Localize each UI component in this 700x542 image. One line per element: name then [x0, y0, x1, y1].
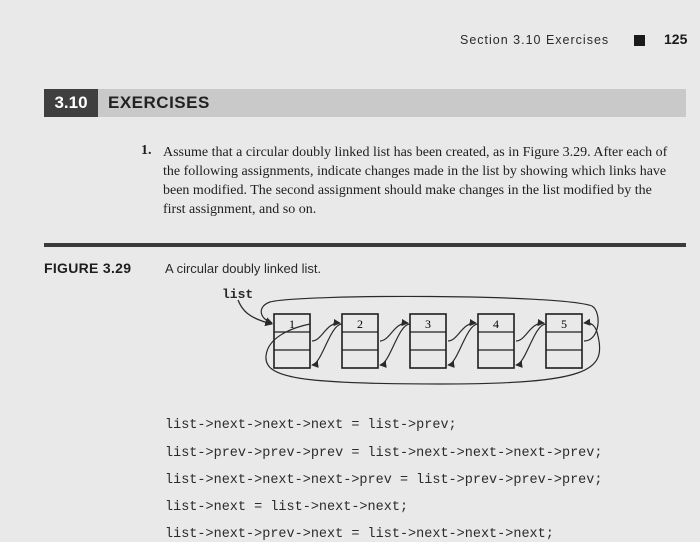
running-head: Section 3.10 Exercises: [460, 33, 610, 47]
node-2-value: 2: [357, 317, 363, 331]
code-line-2: list->prev->prev->prev = list->next->next->next->prev;: [165, 446, 603, 461]
code-line-4: list->next = list->next->next;: [165, 500, 409, 515]
linked-list-diagram: [0, 280, 700, 390]
exercise-text: Assume that a circular doubly linked list has been created, as in Figure 3.29. After each of the following assignments, indicate changes made in the list by showing which links have been modified. The second assignment should make changes in the list modified by the first assignment, and so on.: [163, 145, 668, 217]
code-line-1: list->next->next->next = list->prev;: [165, 418, 457, 433]
node-5: [546, 314, 582, 368]
node-4-value: 4: [493, 317, 499, 331]
node-2: [342, 314, 378, 368]
node-4: [478, 314, 514, 368]
figure-label: FIGURE 3.29: [44, 260, 132, 276]
running-head-square: [634, 35, 645, 46]
node-1-value: 1: [289, 317, 295, 331]
node-5-value: 5: [561, 317, 567, 331]
section-number: 3.10: [44, 89, 98, 117]
exercise-number: 1.: [141, 143, 152, 158]
list-pointer-label: list: [222, 287, 254, 302]
figure-caption: A circular doubly linked list.: [165, 261, 322, 276]
code-line-5: list->next->prev->next = list->next->next->next;: [165, 527, 554, 542]
page-number: 125: [664, 31, 688, 47]
figure-rule: [44, 243, 686, 247]
node-3: [410, 314, 446, 368]
node-3-value: 3: [425, 317, 431, 331]
code-line-3: list->next->next->next->prev = list->prev->prev->prev;: [165, 473, 603, 488]
node-1: [274, 314, 310, 368]
circular-links: [261, 296, 599, 384]
section-title: EXERCISES: [108, 93, 210, 112]
